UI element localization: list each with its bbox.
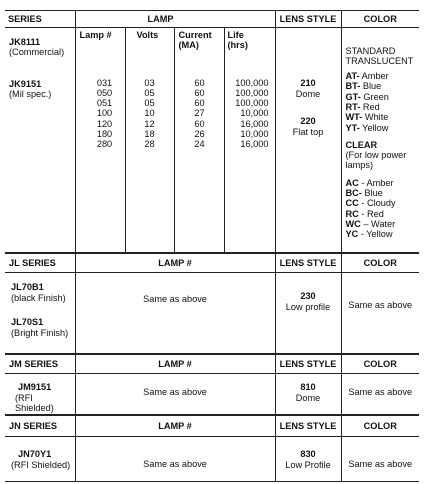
volts-value: 05 — [144, 87, 155, 98]
jm-body-row — [5, 374, 419, 415]
color-name: Amber — [359, 71, 389, 82]
lens-style-header: LENS STYLE — [275, 253, 341, 273]
color-code: CC — [345, 198, 359, 209]
jm-color-value: Same as above — [341, 374, 419, 415]
jn-lens-cell — [275, 437, 341, 481]
lamp-header: LAMP # — [75, 415, 275, 437]
color-name: White — [362, 112, 389, 123]
life-value: 10,000 — [240, 128, 269, 139]
lamp-number-values — [90, 78, 120, 150]
grid-divider — [224, 28, 225, 252]
current-header-line: Current — [178, 29, 212, 40]
lens-code: 220 — [300, 115, 316, 126]
lamp-number: 280 — [96, 139, 113, 150]
jm-series-cell — [5, 374, 75, 415]
volts-value: 10 — [144, 108, 155, 119]
lamp-number: 051 — [96, 98, 113, 109]
jk-header-row — [5, 11, 419, 27]
life-value: 100,000 — [235, 98, 269, 109]
volts-value: 03 — [144, 77, 155, 88]
color-header: COLOR — [341, 11, 419, 27]
lens-name: Flat top — [292, 126, 324, 137]
life-value: 100,000 — [235, 87, 269, 98]
lens-style-header: LENS STYLE — [275, 354, 341, 374]
grid-divider — [125, 28, 126, 252]
life-unit: (hrs) — [227, 39, 248, 50]
color-option — [346, 81, 418, 91]
jl-series-cell — [5, 273, 75, 354]
color-name: Green — [360, 91, 389, 102]
translucent-title: STANDARD — [345, 45, 396, 56]
lens-code: 810 — [300, 382, 316, 392]
color-option — [346, 188, 418, 198]
lamp-number: 100 — [96, 108, 113, 119]
jn-body-row — [5, 437, 419, 481]
color-header: COLOR — [341, 354, 419, 374]
lamp-number: 120 — [96, 118, 113, 129]
series-header: JL SERIES — [5, 253, 75, 273]
volts-value: 28 — [144, 139, 155, 150]
series-header: SERIES — [5, 11, 75, 27]
jk-lamp-cell — [75, 27, 275, 253]
jl-color-value: Same as above — [341, 273, 419, 354]
color-name: – Water — [360, 218, 396, 229]
jk-lens-cell — [275, 27, 341, 253]
spec-table — [5, 11, 419, 481]
clear-note: lamps) — [345, 160, 374, 171]
color-code: RT- — [345, 101, 361, 112]
lens-style-header: LENS STYLE — [275, 11, 341, 27]
jl-model-code: JL70S1 — [11, 317, 44, 327]
color-code: AC — [345, 177, 359, 188]
clear-note: (For low power — [345, 150, 407, 161]
jn-color-value: Same as above — [341, 437, 419, 481]
jn-header-row — [5, 415, 419, 437]
color-name: Yellow — [359, 122, 389, 133]
lens-code: 230 — [300, 291, 316, 301]
jl-body-row — [5, 273, 419, 354]
jl-lamp-value: Same as above — [75, 273, 275, 354]
current-col-header — [179, 30, 212, 50]
color-option — [346, 209, 418, 219]
jl-model-note: (black Finish) — [11, 292, 66, 303]
life-value: 16,000 — [240, 118, 269, 129]
color-option — [346, 112, 418, 122]
color-name: Red — [360, 101, 380, 112]
color-code: AT- — [345, 71, 360, 82]
jm-header-row — [5, 354, 419, 374]
color-option — [346, 198, 418, 208]
lens-code: 210 — [300, 77, 316, 88]
color-name: - Amber — [358, 177, 394, 188]
jl-model-note: (Bright Finish) — [11, 327, 69, 338]
lamp-number-col-header: Lamp # — [79, 29, 112, 40]
jm-model-note: (RFI Shielded) — [15, 392, 54, 413]
lens-code: 830 — [300, 449, 316, 459]
life-value: 100,000 — [235, 77, 269, 88]
lens-name: Dome — [295, 88, 321, 99]
color-code: WT- — [345, 112, 363, 123]
life-col-header — [228, 30, 248, 50]
spec-sheet — [5, 10, 419, 482]
jk-color-cell — [341, 27, 419, 253]
jn-model-note: (RFI Shielded) — [11, 459, 71, 470]
color-code: RC — [345, 208, 359, 219]
volts-value: 05 — [144, 98, 155, 109]
jl-lens-cell — [275, 273, 341, 354]
lamp-number: 031 — [96, 77, 113, 88]
color-name: Blue — [360, 81, 382, 92]
series-header: JM SERIES — [5, 354, 75, 374]
color-name: Blue — [361, 188, 383, 199]
jl-header-row — [5, 253, 419, 273]
life-header-line: Life — [227, 29, 244, 40]
lamp-header: LAMP # — [75, 354, 275, 374]
color-code: BC- — [345, 188, 362, 199]
current-values — [188, 78, 212, 150]
current-value: 26 — [194, 128, 205, 139]
lens-name: Low Profile — [285, 460, 331, 470]
color-name: - Cloudy — [358, 198, 396, 209]
life-value: 16,000 — [240, 139, 269, 150]
jn-series-cell — [5, 437, 75, 481]
current-value: 60 — [194, 77, 205, 88]
color-code: GT- — [345, 91, 361, 102]
volts-col-header: Volts — [136, 29, 159, 40]
volts-values — [138, 78, 162, 150]
color-header: COLOR — [341, 253, 419, 273]
jm-model-code: JM9151 — [18, 382, 52, 392]
lamp-header: LAMP — [75, 11, 275, 27]
lens-name: Low profile — [285, 302, 331, 312]
color-code: YT- — [345, 122, 360, 133]
color-option — [346, 229, 418, 239]
color-option — [346, 219, 418, 229]
jk-model-code: JK9151 — [9, 78, 42, 89]
jk-series-cell — [5, 27, 75, 253]
jl-model-code: JL70B1 — [11, 282, 44, 292]
volts-value: 12 — [144, 118, 155, 129]
jm-lamp-value: Same as above — [75, 374, 275, 415]
lamp-number: 050 — [96, 87, 113, 98]
life-values — [226, 78, 269, 150]
jm-lens-cell — [275, 374, 341, 415]
jk-model-note: (Mil spec.) — [9, 89, 52, 99]
color-header: COLOR — [341, 415, 419, 437]
current-value: 60 — [194, 87, 205, 98]
jn-lamp-value: Same as above — [75, 437, 275, 481]
current-value: 60 — [194, 98, 205, 109]
current-unit: (MA) — [178, 39, 199, 50]
color-code: BT- — [345, 81, 361, 92]
current-value: 24 — [194, 139, 205, 150]
current-value: 27 — [194, 108, 205, 119]
jk-model-note: (Commercial) — [9, 47, 65, 57]
series-header: JN SERIES — [5, 415, 75, 437]
grid-divider — [174, 28, 175, 252]
clear-title: CLEAR — [345, 139, 378, 150]
color-option — [346, 92, 418, 102]
current-value: 60 — [194, 118, 205, 129]
lens-style-header: LENS STYLE — [275, 415, 341, 437]
jn-model-code: JN70Y1 — [18, 449, 52, 459]
color-option — [346, 178, 418, 188]
color-code: YC — [345, 229, 359, 240]
jk-model-code: JK8111 — [9, 36, 41, 47]
color-name: - Red — [358, 208, 384, 219]
lamp-header: LAMP # — [75, 253, 275, 273]
color-option — [346, 123, 418, 133]
lens-name: Dome — [295, 393, 321, 403]
color-code: WC — [345, 218, 361, 229]
lamp-number: 180 — [96, 128, 113, 139]
jk-body-row — [5, 27, 419, 253]
volts-value: 18 — [144, 128, 155, 139]
lamp-spec-grid — [76, 28, 275, 252]
translucent-title: TRANSLUCENT — [345, 55, 414, 66]
color-option — [346, 71, 418, 81]
color-option — [346, 102, 418, 112]
life-value: 10,000 — [240, 108, 269, 119]
color-name: - Yellow — [358, 229, 393, 240]
